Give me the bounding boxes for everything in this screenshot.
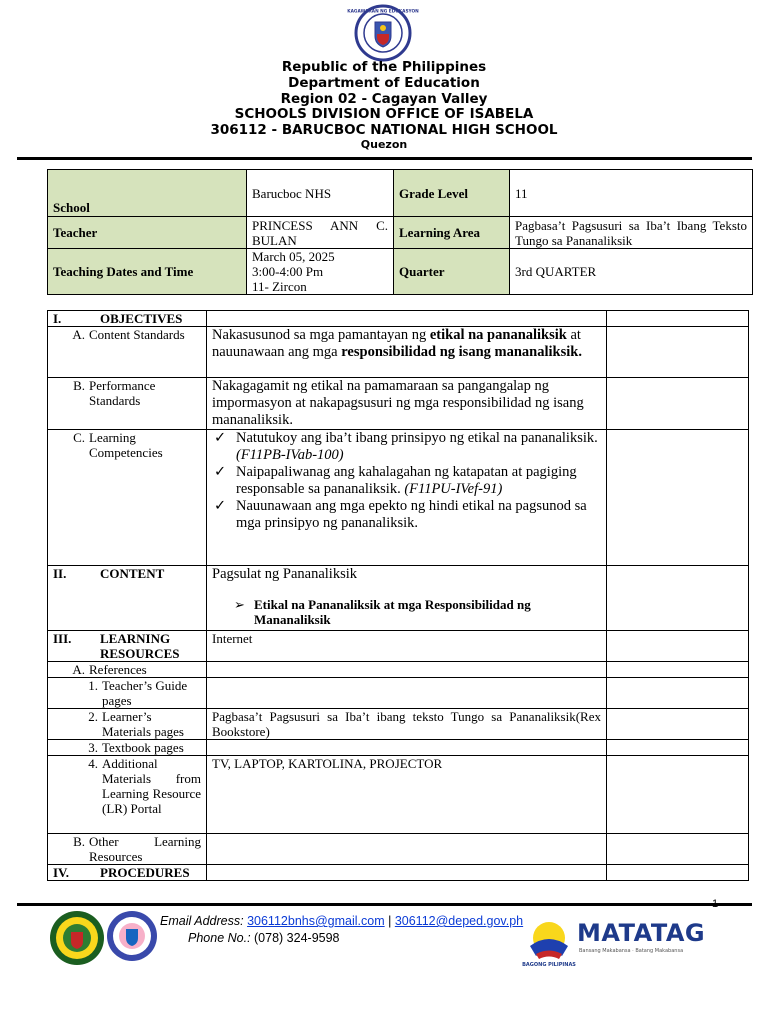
procedures-number: IV. [53, 865, 70, 880]
cs-text-2: at nauunawaan ang mga [212, 327, 581, 360]
cs-bold-1: etikal na pananaliksik [429, 327, 567, 343]
learning-resources-title: LEARNING RESOURCES [100, 631, 180, 661]
content-subtopic [212, 597, 601, 627]
time-value: 3:00-4:00 Pm [252, 264, 324, 279]
email-separator: | [384, 914, 395, 928]
teachers-guide-number: 1. [88, 678, 98, 693]
performance-standards-label [48, 378, 207, 430]
teachers-guide-remarks [607, 678, 749, 709]
quarter-value: 3rd QUARTER [510, 249, 753, 295]
teachers-guide-value [207, 678, 607, 709]
references-number: A. [72, 662, 85, 677]
competency-code: (F11PB-IVab-100) [236, 447, 344, 463]
other-resources-value [207, 834, 607, 865]
grade-level-label: Grade Level [394, 170, 510, 217]
learning-area-value: Pagbasa’t Pagsusuri sa Iba’t Ibang Teksto Tungo sa Pananaliksik [510, 217, 753, 249]
header-school: 306112 - BARUCBOC NATIONAL HIGH SCHOOL [210, 122, 558, 138]
competency-text: Natutukoy ang iba’t ibang prinsipyo ng etikal na pananaliksik. [236, 430, 598, 446]
references-remarks [607, 662, 749, 678]
learning-resources-number: III. [53, 631, 72, 646]
textbook-remarks [607, 740, 749, 756]
teachers-guide-text: Teacher’s Guide pages [102, 678, 188, 708]
learning-competencies-text: Learning Competencies [89, 430, 163, 460]
content-standards-value [207, 327, 607, 378]
learning-resources-heading [48, 631, 207, 662]
objectives-remarks [607, 311, 749, 327]
learning-competencies-value [207, 430, 607, 566]
learners-materials-value: Pagbasa’t Pagsusuri sa Iba’t ibang teksto Tungo sa Pananaliksik(Rex Bookstore) [207, 709, 607, 740]
competency-item [214, 430, 601, 464]
competency-item [214, 464, 601, 498]
header-department: Department of Education [288, 75, 480, 91]
additional-materials-text: Additional Materials from Learning Resource (LR) Portal [102, 756, 201, 816]
content-subtopic-text: Etikal na Pananaliksik at mga Responsibilidad ng Mananaliksik [254, 597, 531, 627]
references-text: References [89, 662, 147, 677]
header-divider [17, 157, 752, 160]
email-link-deped[interactable]: 306112@deped.gov.ph [394, 914, 524, 928]
objectives-title: OBJECTIVES [100, 311, 183, 326]
footer-divider [17, 903, 752, 906]
learners-materials-label [48, 709, 207, 740]
textbook-value [207, 740, 607, 756]
learners-materials-text: Learner’s Materials pages [102, 709, 184, 739]
matatag-tagline: Bansang Makabansa · Batang Makabansa [579, 948, 684, 954]
teacher-label: Teacher [48, 217, 247, 249]
deped-seal-logo [347, 4, 419, 62]
content-heading [48, 566, 207, 631]
header-region: Region 02 - Cagayan Valley [280, 91, 488, 107]
learning-competencies-label [48, 430, 207, 566]
teaching-dates-label: Teaching Dates and Time [48, 249, 247, 295]
references-value [207, 662, 607, 678]
additional-materials-remarks [607, 756, 749, 834]
phone-number: (078) 324-9598 [254, 931, 340, 945]
competency-text: Nauunawaan ang mga epekto ng hindi etikal na pagsunod sa mga prinsipyo ng pananaliksik. [236, 498, 587, 531]
division-seal-logo [106, 910, 158, 962]
school-value: Barucboc NHS [247, 170, 394, 217]
competency-list [212, 430, 601, 532]
cs-bold-2: responsibilidad ng isang mananaliksik. [341, 344, 582, 360]
header-town: Quezon [360, 138, 408, 151]
grade-level-value: 11 [510, 170, 753, 217]
school-label: School [48, 170, 247, 217]
content-standards-text: Content Standards [89, 327, 185, 342]
quarter-label: Quarter [394, 249, 510, 295]
teacher-value: PRINCESS ANN C. BULAN [247, 217, 394, 249]
learning-competencies-remarks [607, 430, 749, 566]
additional-materials-value: TV, LAPTOP, KARTOLINA, PROJECTOR [207, 756, 607, 834]
learning-resources-value: Internet [207, 631, 607, 662]
teaching-dates-value [247, 249, 394, 295]
additional-materials-label [48, 756, 207, 834]
school-seal-logo [49, 910, 105, 966]
competency-code: (F11PU-IVef-91) [404, 481, 503, 497]
objectives-heading [48, 311, 207, 327]
header-republic: Republic of the Philippines [281, 59, 487, 75]
header-division: SCHOOLS DIVISION OFFICE OF ISABELA [234, 106, 534, 122]
other-resources-text: Other Learning Resources [89, 834, 201, 864]
check-icon: ✓ [214, 430, 227, 446]
competency-text: Naipapaliwanag ang kahalagahan ng katapatan at pagiging responsable sa pananaliksik. [236, 464, 577, 497]
procedures-remarks [607, 865, 749, 881]
objectives-content [207, 311, 607, 327]
section-value: 11- Zircon [252, 279, 307, 294]
learning-area-label: Learning Area [394, 217, 510, 249]
textbook-number: 3. [88, 740, 98, 755]
content-standards-number: A. [72, 327, 85, 342]
phone-label: Phone No.: [188, 931, 255, 945]
svg-text:KAGAWARAN NG EDUKASYON: KAGAWARAN NG EDUKASYON [347, 9, 419, 15]
teachers-guide-label [48, 678, 207, 709]
date-value: March 05, 2025 [252, 249, 335, 264]
lesson-info-table [47, 169, 753, 295]
procedures-title: PROCEDURES [100, 865, 190, 880]
performance-standards-remarks [607, 378, 749, 430]
phone-line [188, 931, 340, 945]
content-value [207, 566, 607, 631]
procedures-value [207, 865, 607, 881]
content-number: II. [53, 566, 67, 581]
competency-item [214, 498, 601, 532]
check-icon: ✓ [214, 464, 227, 480]
objectives-number: I. [53, 311, 62, 326]
email-line [160, 914, 523, 928]
performance-standards-number: B. [73, 378, 85, 393]
svg-text:BAGONG PILIPINAS: BAGONG PILIPINAS [522, 962, 576, 968]
content-title: CONTENT [100, 566, 165, 581]
email-link-bnhs[interactable]: 306112bnhs@gmail.com [247, 914, 385, 928]
lesson-plan-table [47, 310, 749, 881]
email-label: Email Address: [160, 914, 248, 928]
procedures-heading [48, 865, 207, 881]
learners-materials-remarks [607, 709, 749, 740]
matatag-logo-text: MATATAG [577, 919, 706, 947]
content-standards-label [48, 327, 207, 378]
check-icon: ✓ [214, 498, 227, 514]
learning-competencies-number: C. [73, 430, 85, 445]
content-standards-remarks [607, 327, 749, 378]
other-resources-label [48, 834, 207, 865]
content-remarks [607, 566, 749, 631]
learners-materials-number: 2. [88, 709, 98, 724]
bagong-pilipinas-logo [524, 916, 574, 968]
arrow-bullet-icon: ➢ [234, 597, 245, 612]
content-topic: Pagsulat ng Pananaliksik [212, 566, 357, 582]
additional-materials-number: 4. [88, 756, 98, 771]
performance-standards-value: Nakagagamit ng etikal na pamamaraan sa pangangalap ng impormasyon at nakapagsusuri ng mga responsibilidad ng isang mananaliksik. [207, 378, 607, 430]
cs-text-1: Nakasusunod sa mga pamantayan ng [212, 327, 430, 343]
textbook-text: Textbook pages [102, 740, 184, 755]
references-label [48, 662, 207, 678]
learning-resources-remarks [607, 631, 749, 662]
other-resources-number: B. [73, 834, 85, 849]
other-resources-remarks [607, 834, 749, 865]
performance-standards-text: Performance Standards [89, 378, 156, 408]
textbook-label [48, 740, 207, 756]
